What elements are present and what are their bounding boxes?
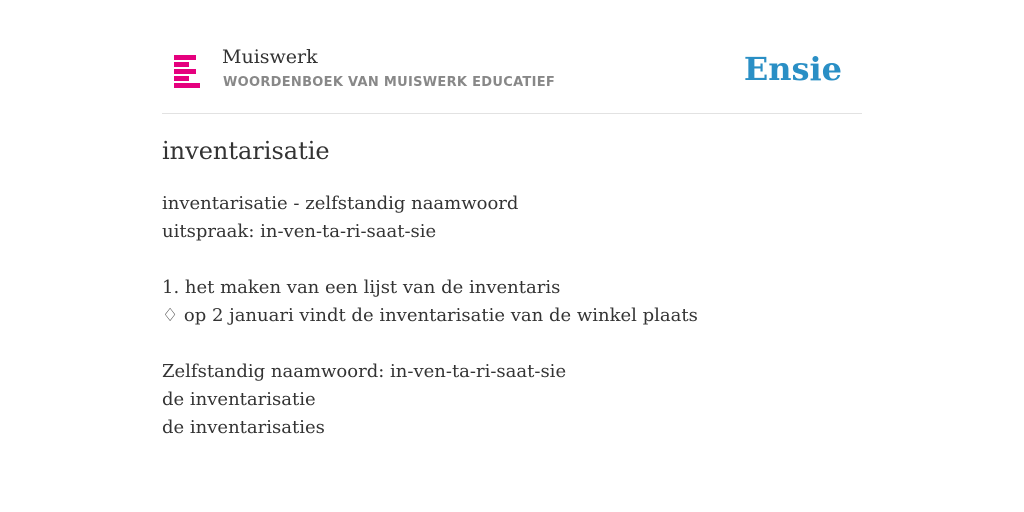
- plural-form-line: de inventarisaties: [162, 417, 325, 438]
- page-container: [162, 0, 862, 438]
- inflection-header-line: Zelfstandig naamwoord: in-ven-ta-ri-saat-sie: [162, 361, 567, 382]
- entry-definition: [162, 190, 698, 442]
- blank-line: [162, 246, 698, 274]
- site-header: [162, 0, 862, 114]
- site-name-link[interactable]: Muiswerk: [222, 46, 318, 68]
- site-subtitle: WOORDENBOEK VAN MUISWERK EDUCATIEF: [223, 75, 556, 90]
- blank-line: [162, 330, 698, 358]
- example-line: ♢ op 2 januari vindt de inventarisatie van de winkel plaats: [162, 305, 698, 326]
- singular-form-line: de inventarisatie: [162, 389, 316, 410]
- muiswerk-logo-icon[interactable]: [174, 55, 200, 88]
- entry-title: inventarisatie: [162, 137, 330, 165]
- ensie-logo-link[interactable]: Ensie: [743, 50, 842, 88]
- definition-line: 1. het maken van een lijst van de inventaris: [162, 277, 561, 298]
- word-class-line: inventarisatie - zelfstandig naamwoord: [162, 193, 519, 214]
- pronunciation-line: uitspraak: in-ven-ta-ri-saat-sie: [162, 221, 437, 242]
